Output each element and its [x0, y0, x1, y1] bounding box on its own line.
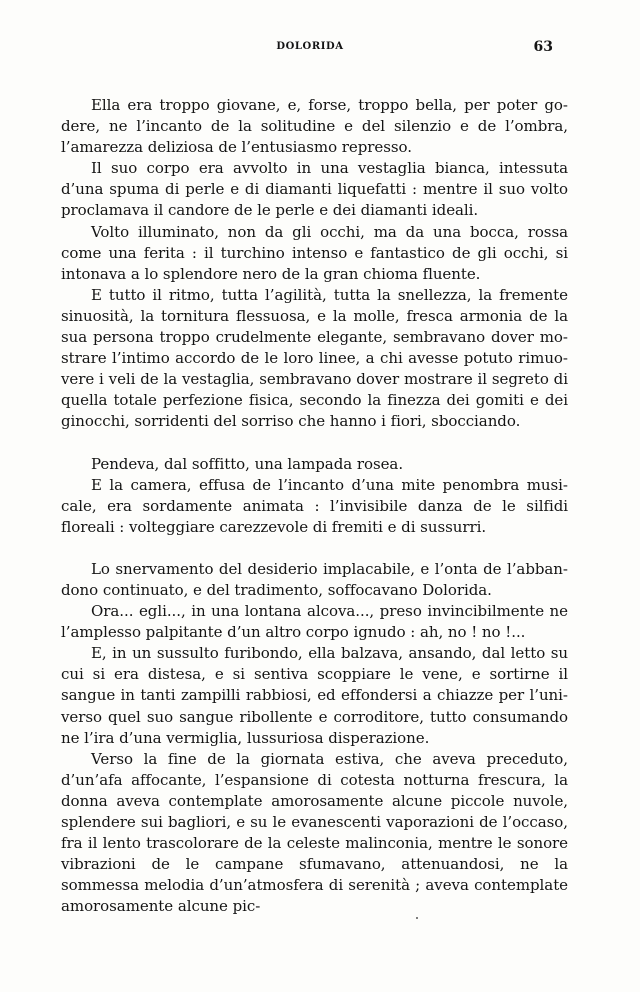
- paragraph: Volto illuminato, non da gli occhi, ma da una bocca, rossa come una ferita : il turchino intenso e fantastico de gli occhi, si intonava a lo splendore nero de la gran chioma fluente.: [61, 222, 568, 283]
- paragraph: Verso la fine de la giornata estiva, che aveva preceduto, d’un’afa affocante, l’espansione di cotesta notturna frescura, la donna aveva contemplate amorosamente alcune piccole nuvole, splendere sui bagliori, e su le evanescenti vaporazioni de l’occaso, fra il lento trascolorare de la celeste malinconia, mentre le sonore vibrazioni de le campane sfumavano, attenuandosi, ne la sommessa melodia d’un’atmosfera di serenità ; aveva contemplate amorosamente alcune pic-: [61, 749, 568, 916]
- paragraph: E la camera, effusa de l’incanto d’una mite penombra musicale, era sordamente animata : l’invisibile danza de le silfidi floreali : volteggiare carezzevole di fremiti e di sussurri.: [61, 475, 568, 536]
- scan-speck: [416, 917, 418, 919]
- page-number: 63: [533, 39, 553, 55]
- paragraph: Lo snervamento del desiderio implacabile, e l’onta de l’abbandono continuato, e del tradimento, soffocavano Dolorida.: [61, 559, 568, 599]
- paragraph: Ora... egli..., in una lontana alcova..., preso invincibilmente ne l’amplesso palpitante d’un altro corpo ignudo : ah, no ! no !...: [61, 602, 568, 642]
- body-text: [61, 95, 568, 917]
- running-title: DOLORIDA: [276, 41, 344, 52]
- paragraph: Ella era troppo giovane, e, forse, troppo bella, per poter godere, ne l’incanto de la solitudine e del silenzio e de l’ombra, l’amarezza deliziosa de l’entusiasmo represso.: [61, 96, 568, 157]
- paragraph: E, in un sussulto furibondo, ella balzava, ansando, dal letto su cui si era distesa, e si sentiva scoppiare le vene, e sortirne il sangue in tanti zampilli rabbiosi, ed effondersi a chiazze per l’universo quel suo sangue ribollente e corroditore, tutto consumando ne l’ira d’una vermiglia, lussuriosa disperazione.: [61, 644, 568, 747]
- running-head: [0, 39, 640, 55]
- paragraph: Pendeva, dal soffitto, una lampada rosea.: [91, 454, 404, 473]
- paragraph: Il suo corpo era avvolto in una vestaglia bianca, intessuta d’una spuma di perle e di diamanti liquefatti : mentre il suo volto proclamava il candore de le perle e dei diamanti ideali.: [61, 159, 568, 220]
- paragraph: E tutto il ritmo, tutta l’agilità, tutta la snellezza, la fremente sinuosità, la tornitura flessuosa, e la molle, fresca armonia de la sua persona troppo crudelmente elegante, sembravano dover mostrare l’intimo accordo de le loro linee, a chi avesse potuto rimuovere i veli de la vestaglia, sembravano dover mostrare il segreto di quella totale perfezione fisica, secondo la finezza dei gomiti e dei ginocchi, sorridenti del sorriso che hanno i fiori, sbocciando.: [61, 285, 568, 431]
